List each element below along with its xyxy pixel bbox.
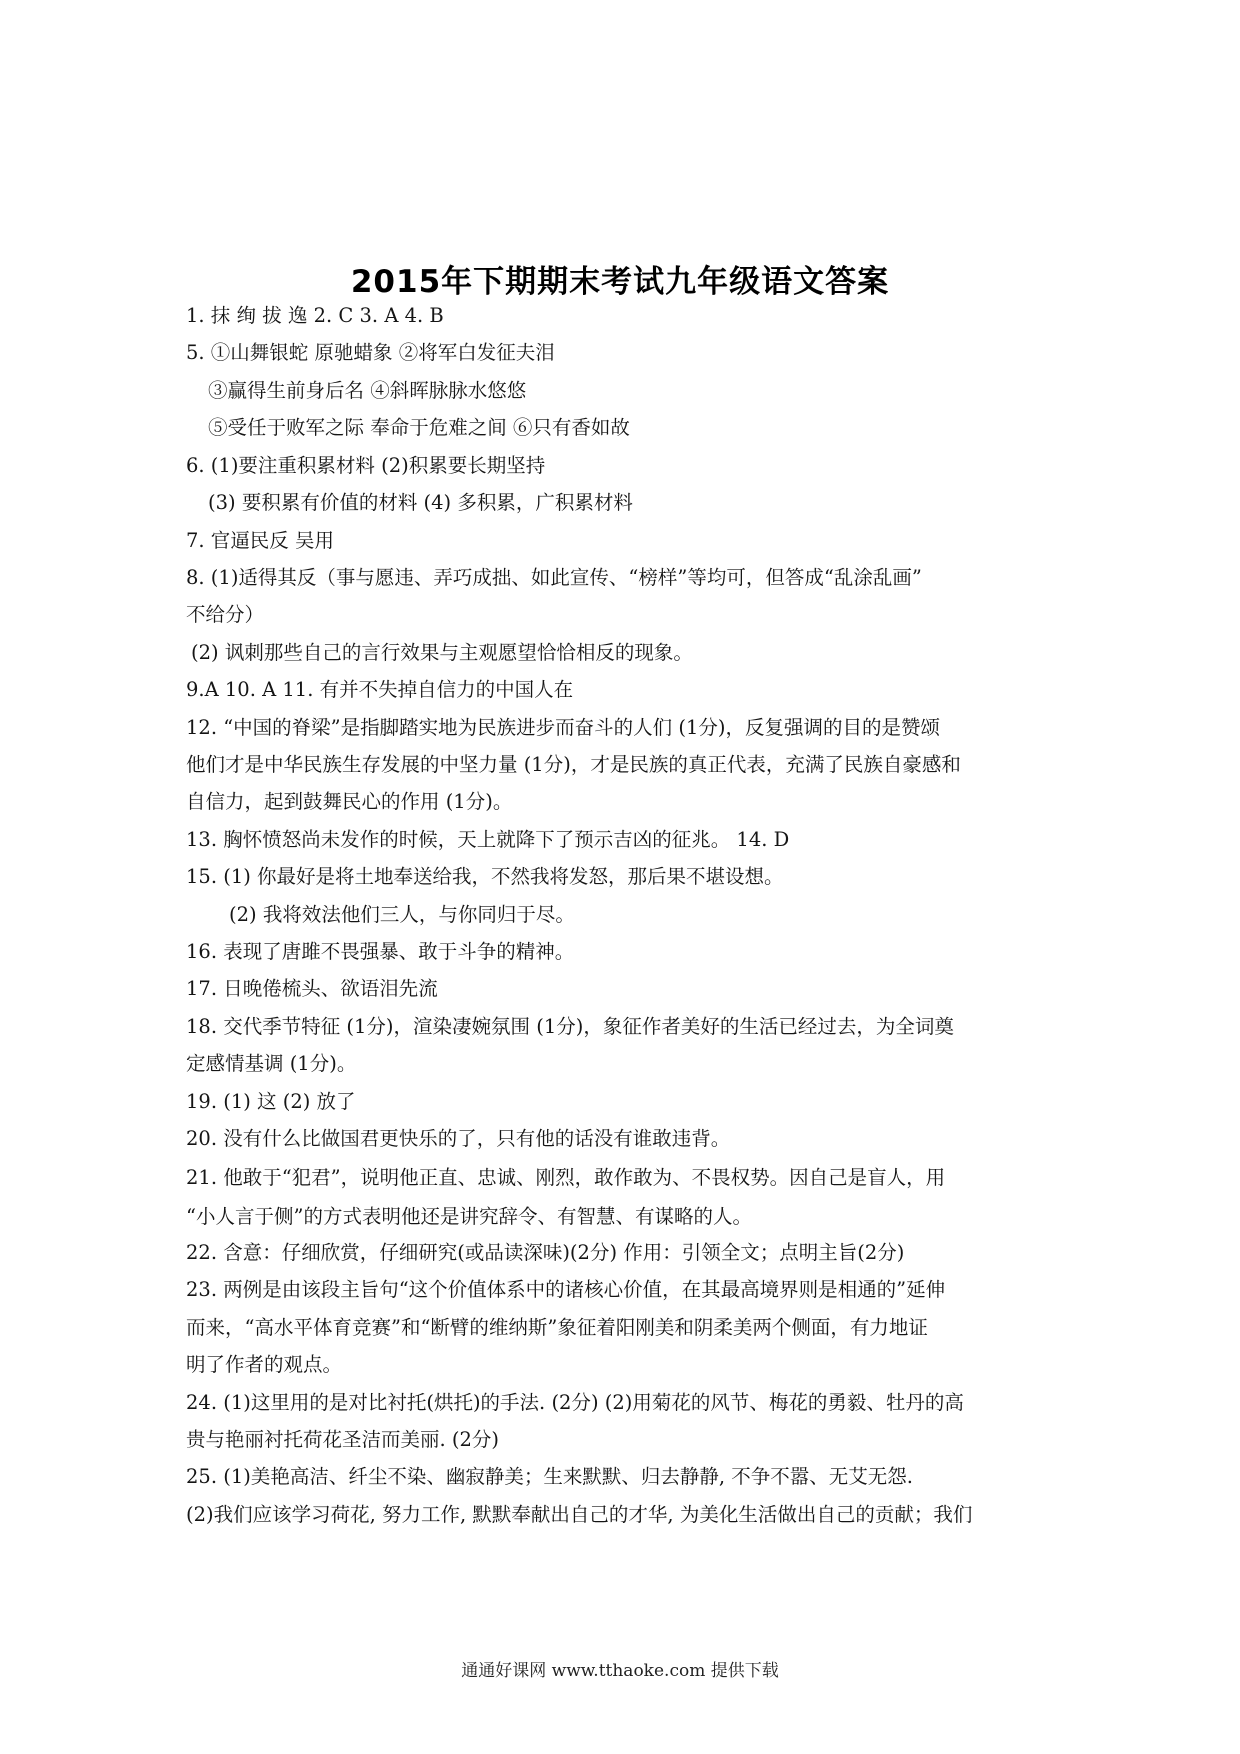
answer-line-8: 8. (1)适得其反（事与愿违、弄巧成拙、如此宣传、“榜样”等均可，但答成“乱涂乱画” <box>186 566 922 589</box>
page-title: 2015年下期期末考试九年级语文答案 <box>350 264 890 300</box>
answer-line-15b: (2) 我将效法他们三人，与你同归于尽。 <box>229 903 575 926</box>
answer-line-5b: ③赢得生前身后名 ④斜晖脉脉水悠悠 <box>208 379 527 402</box>
answer-line-5: 5. ①山舞银蛇 原驰蜡象 ②将军白发征夫泪 <box>186 341 555 364</box>
answer-line-25: 25. (1)美艳高洁、纤尘不染、幽寂静美；生来默默、归去静静, 不争不嚣、无艾无怨. <box>186 1465 913 1488</box>
answer-line-8c: (2) 讽刺那些自己的言行效果与主观愿望恰恰相反的现象。 <box>191 641 693 664</box>
answer-line-9-11: 9.A 10. A 11. 有并不失掉自信力的中国人在 <box>186 678 574 701</box>
answer-line-13-14: 13. 胸怀愤怒尚未发作的时候，天上就降下了预示吉凶的征兆。 14. D <box>186 828 790 851</box>
answer-line-22: 22. 含意：仔细欣赏，仔细研究(或品读深味)(2分) 作用：引领全文；点明主旨(2分) <box>186 1241 905 1264</box>
answer-line-8b: 不给分） <box>186 603 265 626</box>
answer-line-19: 19. (1) 这 (2) 放了 <box>186 1090 356 1113</box>
answer-line-20: 20. 没有什么比做国君更快乐的了，只有他的话没有谁敢违背。 <box>186 1127 731 1150</box>
answer-line-24b: 贵与艳丽衬托荷花圣洁而美丽. (2分) <box>186 1428 500 1451</box>
answer-line-12: 12. “中国的脊梁”是指脚踏实地为民族进步而奋斗的人们 (1分)，反复强调的目的是赞颂 <box>186 716 940 739</box>
answer-line-6b: (3) 要积累有价值的材料 (4) 多积累，广积累材料 <box>208 491 633 514</box>
answer-line-23: 23. 两例是由该段主旨句“这个价值体系中的诸核心价值，在其最高境界则是相通的”延伸 <box>186 1278 946 1301</box>
answer-line-1: 1. 抹 绚 拔 逸 2. C 3. A 4. B <box>186 304 444 327</box>
answer-line-15: 15. (1) 你最好是将土地奉送给我，不然我将发怒，那后果不堪设想。 <box>186 865 784 888</box>
answer-line-17: 17. 日晚倦梳头、欲语泪先流 <box>186 977 438 1000</box>
answer-line-6: 6. (1)要注重积累材料 (2)积累要长期坚持 <box>186 454 546 477</box>
answer-line-23b: 而来，“高水平体育竞赛”和“断臂的维纳斯”象征着阳刚美和阴柔美两个侧面，有力地证 <box>186 1316 928 1339</box>
answer-line-7: 7. 官逼民反 吴用 <box>186 529 335 552</box>
footer: 通通好课网 www.tthaoke.com 提供下载 <box>461 1661 779 1681</box>
answer-line-18b: 定感情基调 (1分)。 <box>186 1052 357 1075</box>
answer-line-12b: 他们才是中华民族生存发展的中坚力量 (1分)，才是民族的真正代表，充满了民族自豪感和 <box>186 753 961 776</box>
answer-line-21: 21. 他敢于“犯君”，说明他正直、忠诚、刚烈，敢作敢为、不畏权势。因自己是盲人，用 <box>186 1166 946 1189</box>
answer-line-18: 18. 交代季节特征 (1分)，渲染凄婉氛围 (1分)，象征作者美好的生活已经过去，为全词奠 <box>186 1015 954 1038</box>
answer-line-23c: 明了作者的观点。 <box>186 1353 343 1376</box>
answer-line-16: 16. 表现了唐雎不畏强暴、敢于斗争的精神。 <box>186 940 575 963</box>
answer-line-24: 24. (1)这里用的是对比衬托(烘托)的手法. (2分) (2)用菊花的风节、梅花的勇毅、牡丹的高 <box>186 1391 964 1414</box>
answer-line-12c: 自信力，起到鼓舞民心的作用 (1分)。 <box>186 790 513 813</box>
answer-line-5c: ⑤受任于败军之际 奉命于危难之间 ⑥只有香如故 <box>208 416 630 439</box>
answer-line-21b: “小人言于侧”的方式表明他还是讲究辞令、有智慧、有谋略的人。 <box>186 1205 752 1228</box>
answer-line-25b: (2)我们应该学习荷花, 努力工作, 默默奉献出自己的才华, 为美化生活做出自己的贡献；我们 <box>186 1503 973 1526</box>
